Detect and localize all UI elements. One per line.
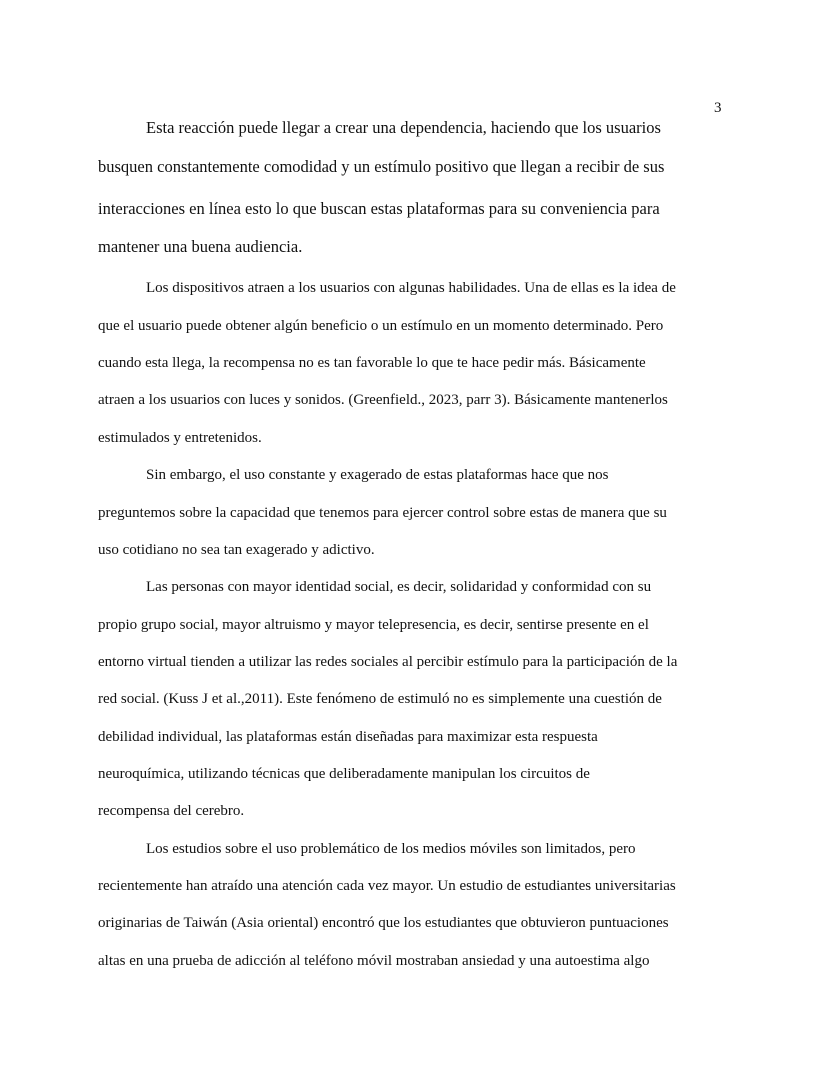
paragraph-2-line-5: estimulados y entretenidos. xyxy=(98,430,262,446)
paragraph-1-line-2: busquen constantemente comodidad y un estímulo positivo que llegan a recibir de sus xyxy=(98,157,665,176)
paragraph-5-line-3: originarias de Taiwán (Asia oriental) encontró que los estudiantes que obtuvieron puntuaciones xyxy=(98,915,669,931)
paragraph-4-line-7: recompensa del cerebro. xyxy=(98,803,245,819)
paragraph-3-line-3: uso cotidiano no sea tan exagerado y adictivo. xyxy=(98,542,375,558)
paragraph-1-line-4: mantener una buena audiencia. xyxy=(98,237,303,256)
paragraph-2-line-3: cuando esta llega, la recompensa no es tan favorable lo que te hace pedir más. Básicamente xyxy=(98,355,646,371)
paragraph-1-line-3: interacciones en línea esto lo que buscan estas plataformas para su conveniencia para xyxy=(98,199,660,218)
paragraph-5-line-4: altas en una prueba de adicción al teléfono móvil mostraban ansiedad y una autoestima algo xyxy=(98,953,650,969)
paragraph-4-line-2: propio grupo social, mayor altruismo y mayor telepresencia, es decir, sentirse presente en el xyxy=(98,617,649,633)
paragraph-4-line-1: Las personas con mayor identidad social, es decir, solidaridad y conformidad con su xyxy=(146,579,652,595)
paragraph-2-line-4: atraen a los usuarios con luces y sonidos. (Greenfield., 2023, parr 3). Básicamente mantenerlos xyxy=(98,392,668,408)
paragraph-2-line-2: que el usuario puede obtener algún beneficio o un estímulo en un momento determinado. Pero xyxy=(98,318,664,334)
paragraph-4-line-3: entorno virtual tienden a utilizar las redes sociales al percibir estímulo para la participación de la xyxy=(98,654,678,670)
paragraph-4-line-6: neuroquímica, utilizando técnicas que deliberadamente manipulan los circuitos de xyxy=(98,766,590,782)
paragraph-3-line-1: Sin embargo, el uso constante y exagerado de estas plataformas hace que nos xyxy=(146,467,609,483)
page-number: 3 xyxy=(714,100,722,116)
paragraph-4-line-5: debilidad individual, las plataformas están diseñadas para maximizar esta respuesta xyxy=(98,729,598,745)
paragraph-4-line-4: red social. (Kuss J et al.,2011). Este fenómeno de estimuló no es simplemente una cuestión de xyxy=(98,691,662,707)
paragraph-2-line-1: Los dispositivos atraen a los usuarios con algunas habilidades. Una de ellas es la idea de xyxy=(146,280,676,296)
paragraph-5-line-2: recientemente han atraído una atención cada vez mayor. Un estudio de estudiantes universitarias xyxy=(98,878,676,894)
paragraph-1-line-1: Esta reacción puede llegar a crear una dependencia, haciendo que los usuarios xyxy=(146,118,661,137)
paragraph-3-line-2: preguntemos sobre la capacidad que tenemos para ejercer control sobre estas de manera que su xyxy=(98,505,667,521)
paragraph-5-line-1: Los estudios sobre el uso problemático de los medios móviles son limitados, pero xyxy=(146,841,636,857)
